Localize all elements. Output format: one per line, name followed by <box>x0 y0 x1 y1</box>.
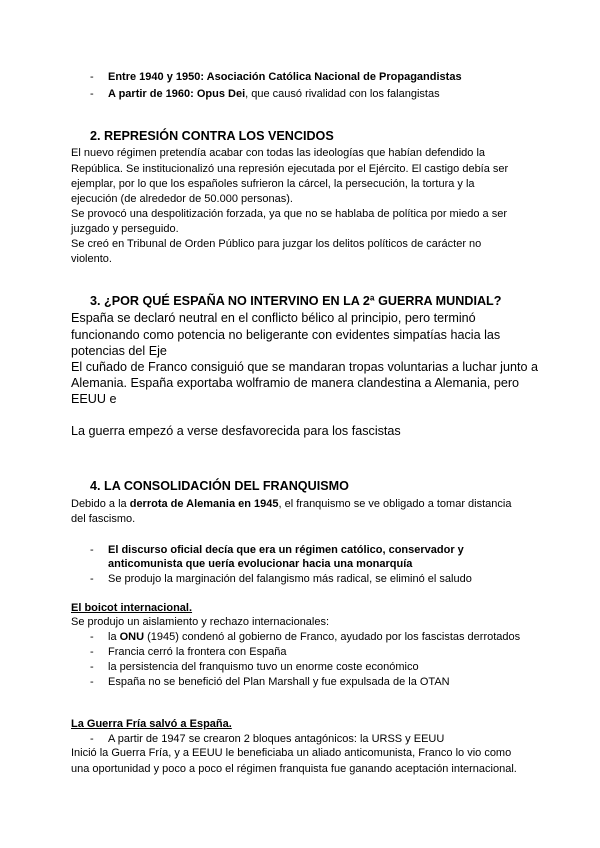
paragraph-line: ejecución (de alrededor de 50.000 personas). <box>71 193 293 205</box>
subsection-title: El boicot internacional. <box>71 602 193 614</box>
list-item: El discurso oficial decía que era un régimen católico, conservador y <box>108 544 464 556</box>
paragraph-line: República. Se institucionalizó una represión ejecutada por el Ejército. El castigo debía ser <box>71 163 509 175</box>
text-span: (1945) condenó al gobierno de Franco, ayudado por los fascistas derrotados <box>144 631 521 643</box>
paragraph-line: juzgado y perseguido. <box>71 223 179 235</box>
list-item: A partir de 1947 se crearon 2 bloques antagónicos: la URSS y EEUU <box>108 733 445 745</box>
paragraph-line: El cuñado de Franco consiguió que se mandaran tropas voluntarias a luchar junto a <box>71 360 538 374</box>
paragraph-line: Se provocó una despolitización forzada, ya que no se hablaba de política por miedo a ser <box>71 208 508 220</box>
list-item <box>108 70 462 84</box>
paragraph-line: del fascismo. <box>71 513 136 525</box>
bold-span: derrota de Alemania en 1945 <box>129 498 279 510</box>
section-heading: 3. ¿POR QUÉ ESPAÑA NO INTERVINO EN LA 2ª GUERRA MUNDIAL? <box>90 294 502 308</box>
list-item <box>108 630 520 644</box>
paragraph-line: España se declaró neutral en el conflicto bélico al principio, pero terminó <box>71 311 476 325</box>
text-span: , el franquismo se ve obligado a tomar distancia <box>278 498 512 510</box>
paragraph-line: Inició la Guerra Fría, y a EEUU le beneficiaba un aliado anticomunista, Franco lo vio como <box>71 747 512 759</box>
paragraph-line: La guerra empezó a verse desfavorecida para los fascistas <box>71 424 401 438</box>
list-dash: - <box>90 661 94 673</box>
list-item: España no se benefició del Plan Marshall y fue expulsada de la OTAN <box>108 676 450 688</box>
section-heading: 2. REPRESIÓN CONTRA LOS VENCIDOS <box>90 129 334 143</box>
paragraph-line <box>71 497 511 511</box>
list-dash: - <box>90 573 94 585</box>
paragraph-line: EEUU e <box>71 392 117 406</box>
paragraph-line: una oportunidad y poco a poco el régimen franquista fue ganando aceptación internacional. <box>71 763 517 775</box>
list-dash: - <box>90 71 94 83</box>
list-dash: - <box>90 88 94 100</box>
list-dash: - <box>90 676 94 688</box>
list-item <box>108 87 440 101</box>
list-item: la persistencia del franquismo tuvo un enorme coste económico <box>108 661 419 673</box>
paragraph-line: Se creó en Tribunal de Orden Público para juzgar los delitos políticos de carácter no <box>71 238 482 250</box>
list-dash: - <box>90 646 94 658</box>
paragraph-line: Alemania. España exportaba wolframio de manera clandestina a Alemania, pero <box>71 376 520 390</box>
list-dash: - <box>90 544 94 556</box>
paragraph-line: funcionando como potencia no beligerante con evidentes simpatías hacia las <box>71 328 501 342</box>
list-item-text: , que causó rivalidad con los falangistas <box>245 88 440 100</box>
paragraph-line: violento. <box>71 253 112 265</box>
bold-span: ONU <box>119 631 145 643</box>
list-dash: - <box>90 733 94 745</box>
paragraph-line: Se produjo un aislamiento y rechazo internacionales: <box>71 616 330 628</box>
list-item-bold: Entre 1940 y 1950: Asociación Católica Nacional de Propagandistas <box>108 71 462 83</box>
list-dash: - <box>90 631 94 643</box>
list-item: Se produjo la marginación del falangismo más radical, se eliminó el saludo <box>108 573 472 585</box>
list-item-bold: A partir de 1960: Opus Dei <box>108 88 246 100</box>
text-span: Debido a la <box>71 498 130 510</box>
paragraph-line: ejemplar, por lo que los españoles sufrieron la cárcel, la persecución, la tortura y la <box>71 178 475 190</box>
paragraph-line: potencias del Eje <box>71 344 167 358</box>
list-item: Francia cerró la frontera con España <box>108 646 287 658</box>
text-span: la <box>108 631 120 643</box>
subsection-title: La Guerra Fría salvó a España. <box>71 718 232 730</box>
list-item-continuation: anticomunista que uería evolucionar hacia una monarquía <box>108 558 413 570</box>
paragraph-line: El nuevo régimen pretendía acabar con todas las ideologías que habían defendido la <box>71 147 486 159</box>
section-heading: 4. LA CONSOLIDACIÓN DEL FRANQUISMO <box>90 479 349 493</box>
